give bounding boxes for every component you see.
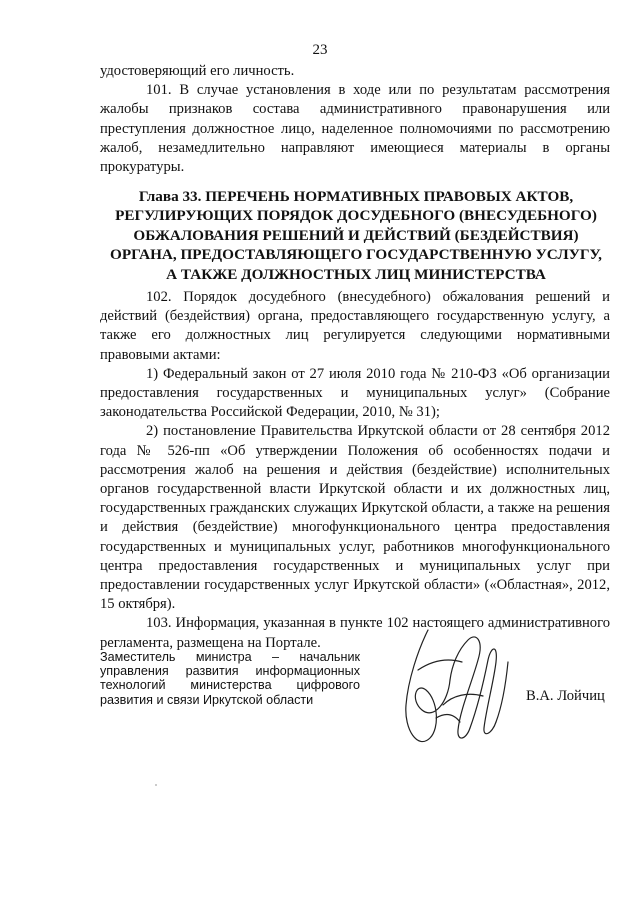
list-item-2: 2) постановление Правительства Иркутской области от 28 сентября 2012 года № 526-пп «Об утверждении Положения об особенностях подачи и рассмотрения жалоб на решения и действия (бездействие) исполнительных органов государственной власти Иркутской области и их должностных лиц, государственных гражданских служащих Иркутской области, а также на решения и действия (бездействие) многофункционального центра предоставления государственных и муниципальных услуг, работников многофункционального центра предоставления государственных и муниципальных услуг при предоставлении государственных услуг Иркутской области» («Областная», 2012, 15 октября). bbox=[100, 423, 610, 613]
handwritten-signature bbox=[388, 610, 518, 760]
signatory-position: Заместитель министра – начальник управления развития информационных технологий министерства цифрового развития и связи Иркутской области bbox=[100, 650, 360, 707]
paragraph-103: 103. Информация, указанная в пункте 102 настоящего административного регламента, размещена на Портале. bbox=[100, 615, 610, 651]
paragraph-continuation: удостоверяющий его личность. bbox=[100, 63, 295, 79]
main-text-block bbox=[100, 288, 610, 653]
signatory-name: В.А. Лойчиц bbox=[526, 688, 605, 704]
list-item-1: 1) Федеральный закон от 27 июля 2010 года № 210-ФЗ «Об организации предоставления государственных и муниципальных услуг» (Собрание законодательства Российской Федерации, 2010, № 31); bbox=[100, 365, 610, 421]
scan-speck bbox=[155, 784, 157, 786]
paragraph-102: 102. Порядок досудебного (внесудебного) обжалования решений и действий (бездействия) органа, предоставляющего государственную услугу, а также его должностных лиц регулируется следующими нормативными правовыми актами: bbox=[100, 289, 610, 363]
top-text-block bbox=[100, 62, 610, 177]
paragraph-101: 101. В случае установления в ходе или по результатам рассмотрения жалобы признаков состава административного правонарушения или преступления должностное лицо, наделенное полномочиями по рассмотрению жалоб, незамедлительно направляют имеющиеся материалы в органы прокуратуры. bbox=[100, 82, 610, 176]
chapter-heading: Глава 33. ПЕРЕЧЕНЬ НОРМАТИВНЫХ ПРАВОВЫХ АКТОВ, РЕГУЛИРУЮЩИХ ПОРЯДОК ДОСУДЕБНОГО (ВНЕСУДЕБНОГО) ОБЖАЛОВАНИЯ РЕШЕНИЙ И ДЕЙСТВИЙ (БЕЗДЕЙСТВИЯ) ОРГАНА, ПРЕДОСТАВЛЯЮЩЕГО ГОСУДАРСТВЕННУЮ УСЛУГУ, А ТАКЖЕ ДОЛЖНОСТНЫХ ЛИЦ МИНИСТЕРСТВА bbox=[110, 188, 602, 283]
page-number: 23 bbox=[312, 42, 328, 58]
